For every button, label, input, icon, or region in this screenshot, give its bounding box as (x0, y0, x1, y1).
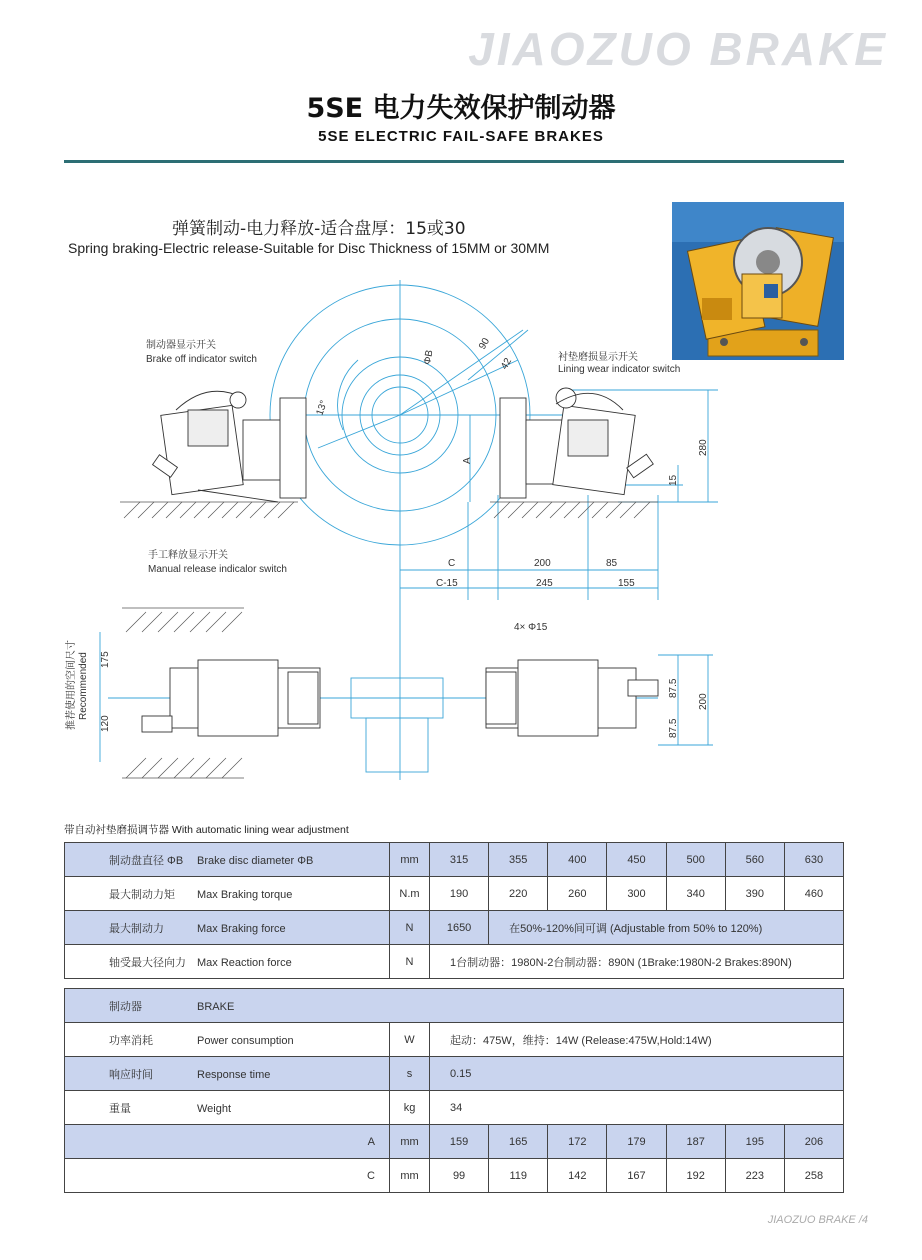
brake-off-label-cn: 制动器显示开关 (146, 340, 216, 351)
dim-C: C (448, 558, 456, 569)
dim-245: 245 (536, 578, 553, 589)
table-row: A mm 159 165 172 179 187 195 206 (65, 1125, 844, 1159)
dim-42: 42 (499, 356, 515, 372)
lining-label-cn: 衬垫磨损显示开关 (558, 352, 638, 363)
spec-table-2 (64, 988, 844, 1193)
table-row: 重量 Weight kg 34 (65, 1091, 844, 1125)
dim-280: 280 (698, 439, 709, 456)
table-row: 响应时间 Response time s 0.15 (65, 1057, 844, 1091)
spec-table-1 (64, 842, 844, 979)
manual-label-cn: 手工释放显示开关 (148, 550, 228, 561)
subtitle-cn: 弹簧制动-电力释放-适合盘厚：15或30 (172, 219, 466, 239)
recommended-label-en: Recommended (78, 652, 89, 720)
dim-C-15: C-15 (436, 578, 458, 589)
table-row: C mm 99 119 142 167 192 223 258 (65, 1159, 844, 1193)
dim-87-5-bottom: 87.5 (668, 718, 679, 738)
dim-phiB: ΦB (422, 349, 436, 366)
dim-13deg: 13° (314, 399, 330, 418)
dim-120: 120 (100, 715, 111, 732)
dim-175: 175 (100, 651, 111, 668)
dim-155: 155 (618, 578, 635, 589)
recommended-label-cn: 推荐使用的空间尺寸 (66, 640, 77, 730)
dim-A: A (462, 457, 473, 464)
table-row: 功率消耗 Power consumption W 起动：475W，维持：14W (Release:475W,Hold:14W) (65, 1023, 844, 1057)
dim-holes: 4× Φ15 (514, 622, 548, 633)
manual-label-en: Manual release indicalor switch (148, 564, 287, 575)
brake-off-label-en: Brake off indicator switch (146, 354, 257, 365)
table-caption: 带自动衬垫磨损调节器 With automatic lining wear adjustment (64, 824, 349, 836)
dim-85: 85 (606, 558, 618, 569)
dim-90: 90 (477, 336, 493, 352)
table-row: 轴受最大径向力 Max Reaction force N 1台制动器：1980N-2台制动器：890N (1Brake:1980N-2 Brakes:890N) (65, 945, 844, 979)
dim-200-plan: 200 (698, 693, 709, 710)
dim-200: 200 (534, 558, 551, 569)
page-title-cn: 5SE 电力失效保护制动器 (306, 93, 616, 124)
page-footer: JIAOZUO BRAKE /4 (767, 1214, 868, 1226)
table-row: 制动器 BRAKE (65, 989, 844, 1023)
table-row: 最大制动力矩 Max Braking torque N.m 190 220 260 300 340 390 460 (65, 877, 844, 911)
table-row: 制动盘直径 ΦB Brake disc diameter ΦB mm 315 355 400 450 500 560 630 (65, 843, 844, 877)
dim-87-5-top: 87.5 (668, 678, 679, 698)
technical-drawing (58, 270, 748, 780)
subtitle-en: Spring braking-Electric release-Suitable for Disc Thickness of 15MM or 30MM (68, 240, 550, 256)
dim-15: 15 (668, 474, 679, 486)
table-row: 最大制动力 Max Braking force N 1650 在50%-120%间可调 (Adjustable from 50% to 120%) (65, 911, 844, 945)
page-title-en: 5SE ELECTRIC FAIL-SAFE BRAKES (318, 128, 604, 145)
brand-watermark: JIAOZUO BRAKE (468, 23, 888, 75)
title-divider (64, 160, 844, 163)
lining-label-en: Lining wear indicator switch (558, 364, 681, 375)
